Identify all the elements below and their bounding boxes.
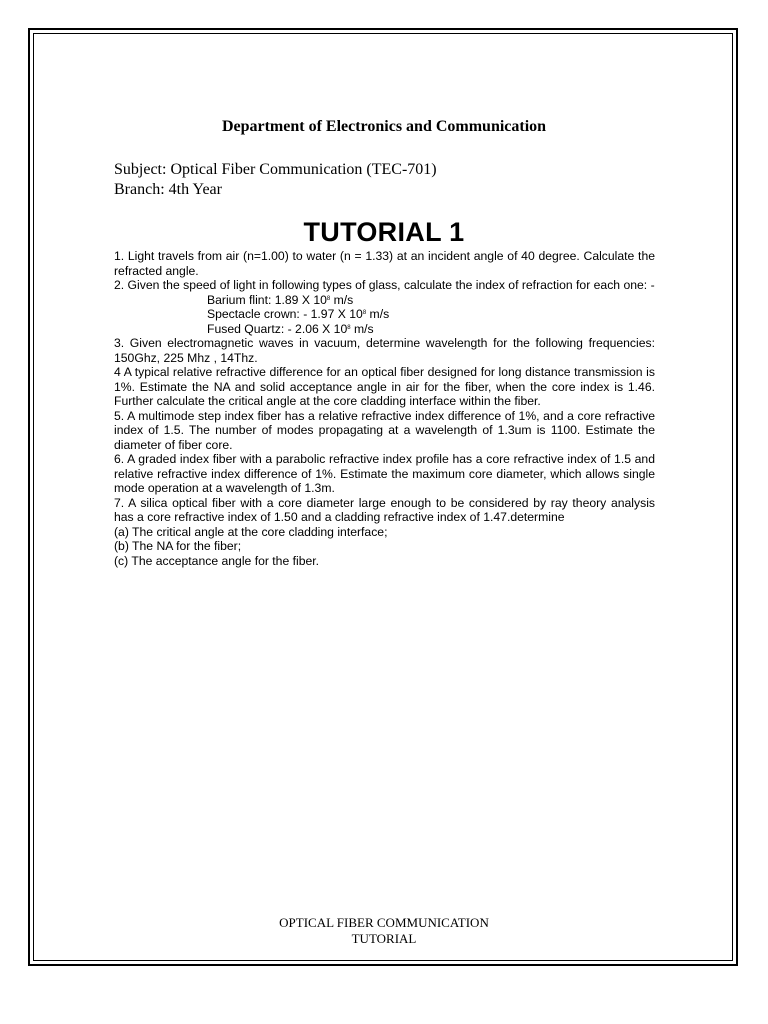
page-footer <box>0 915 768 947</box>
subject-line: Subject: Optical Fiber Communication (TEC-701) <box>114 161 437 178</box>
glass-item-fused-quartz: Fused Quartz: - 2.06 X $10^8$ m/s <box>207 321 374 336</box>
department-title: Department of Electronics and Communication <box>221 118 547 135</box>
glass-speed-list <box>114 293 655 337</box>
question-5: 5. A multimode step index fiber has a relative refractive index difference of 1%, and a core refractive index of 1.5. The number of modes propagating at a wavelength of 1.3um is 1100. Estimate the diameter of fiber core. <box>114 408 655 452</box>
glass-item-barium-flint: Barium flint: 1.89 X $10^8$ m/s <box>207 292 354 307</box>
question-1: 1. Light travels from air (n=1.00) to water (n = 1.33) at an incident angle of 40 degree. Calculate the refracted angle. <box>114 249 655 278</box>
subject-block <box>114 160 437 200</box>
question-3: 3. Given electromagnetic waves in vacuum, determine wavelength for the following frequencies: 150Ghz, 225 Mhz , 14Thz. <box>114 336 655 365</box>
tutorial-heading: TUTORIAL 1 <box>303 217 465 247</box>
question-7: 7. A silica optical fiber with a core diameter large enough to be considered by ray theory analysis has a core refractive index of 1.50 and a cladding refractive index of 1.47.determine <box>114 495 655 524</box>
question-2: 2. Given the speed of light in following types of glass, calculate the index of refraction for each one: - <box>114 278 655 292</box>
branch-line: Branch: 4th Year <box>114 181 222 198</box>
question-list <box>114 249 655 568</box>
footer-line-1: OPTICAL FIBER COMMUNICATION <box>279 915 489 930</box>
question-7-part-c: (c) The acceptance angle for the fiber. <box>114 553 320 568</box>
question-7-part-b: (b) The NA for the fiber; <box>114 539 242 553</box>
question-7-part-a: (a) The critical angle at the core cladding interface; <box>114 524 388 539</box>
glass-item-spectacle-crown: Spectacle crown: - 1.97 X $10^8$ m/s <box>207 307 390 321</box>
footer-line-2: TUTORIAL <box>351 931 417 946</box>
question-4: 4 A typical relative refractive difference for an optical fiber designed for long distance transmission is 1%. Estimate the NA and solid acceptance angle in air for the fiber, when the core index is 1.46. Further calculate the critical angle at the core cladding interface within the fiber. <box>114 365 655 408</box>
question-6: 6. A graded index fiber with a parabolic refractive index profile has a core refractive index of 1.5 and relative refractive index difference of 1%. Estimate the maximum core diameter, which allows single mode operation at a wavelength of 1.3m. <box>114 452 655 495</box>
